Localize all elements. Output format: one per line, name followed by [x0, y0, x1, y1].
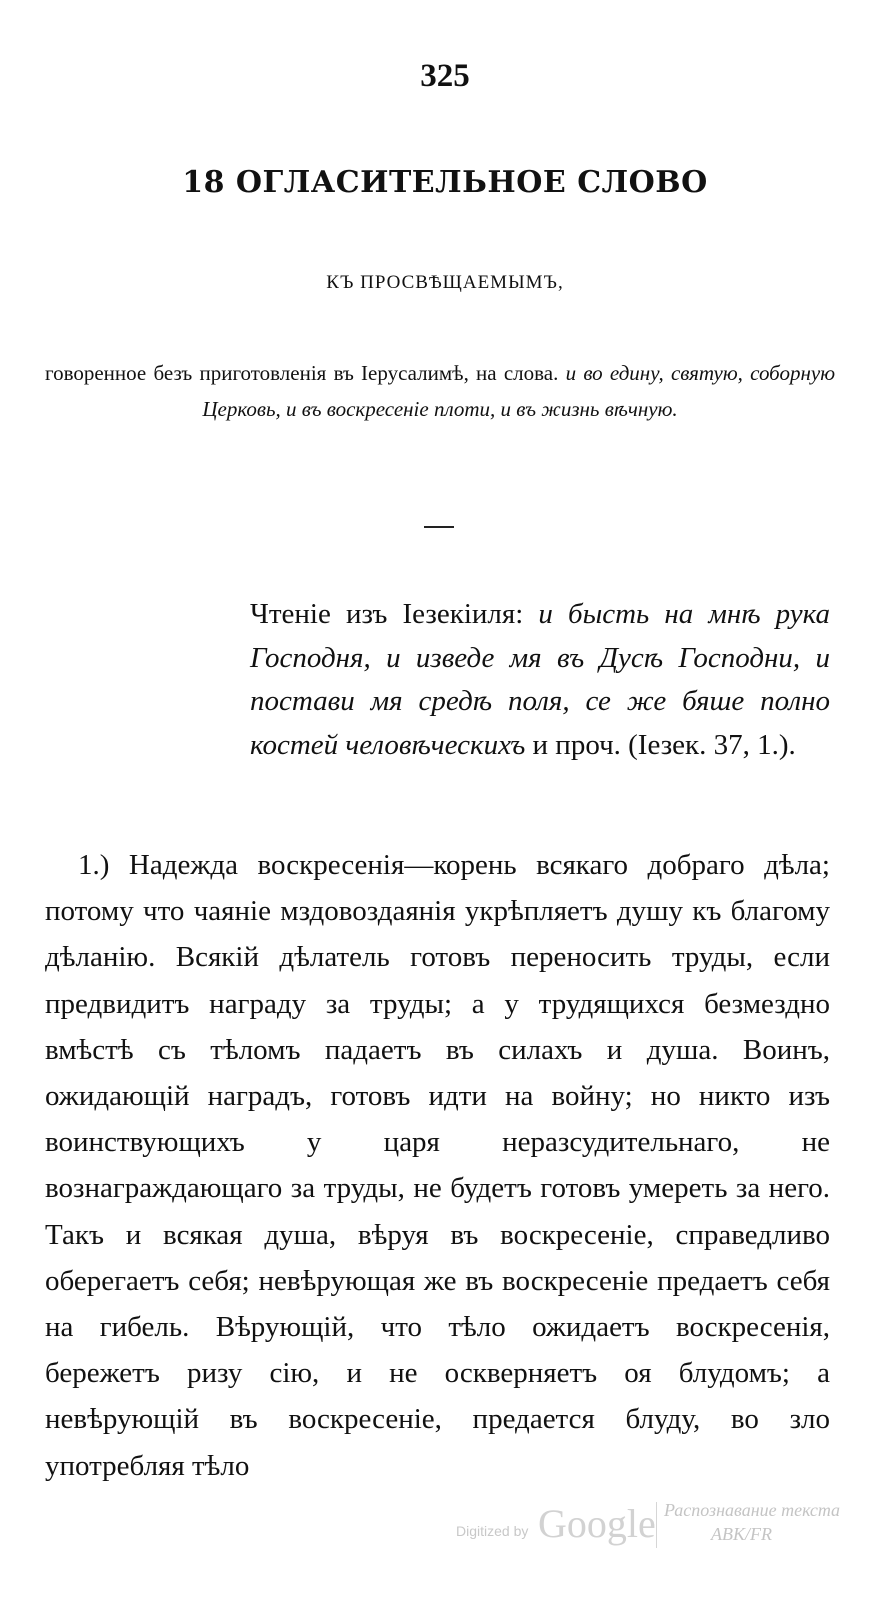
- body-paragraph: 1.) Надежда воскресенія—корень всякаго добраго дѣла; потому что чаяніе мздовоздаянія укрѣпляетъ душу къ благому дѣланію. Всякій дѣлатель готовъ переносить труды, если предвидитъ награду за труды; а у трудящихся безмездно вмѣстѣ съ тѣломъ падаетъ въ силахъ и душа. Воинъ, ожидающій наградъ, готовъ идти на войну; но никто изъ воинствующихъ у царя неразсудительнаго, не вознаграждающаго за труды, не будетъ готовъ умереть за него. Такъ и всякая душа, вѣруя въ воскресеніе, справедливо оберегаетъ себя; невѣрующая же въ воскресеніе предаетъ себя на гибель. Вѣрующій, что тѣло ожидаетъ воскресенія, бережетъ ризу сію, и не оскверняетъ оя блудомъ; а невѣрующій въ воскресеніе, предается блуду, во зло употребляя тѣло: [45, 849, 830, 1482]
- section-divider: [424, 526, 454, 528]
- watermark-abk: ABK/FR: [711, 1524, 772, 1544]
- occasion-plain: говоренное безъ приготовленія въ Іерусалимѣ, на слова.: [45, 361, 559, 385]
- watermark-ocr-note: Распознавание текста: [664, 1500, 841, 1520]
- digitization-watermark: [456, 1500, 876, 1560]
- occasion-italic: и во едину, святую, соборную Церковь, и въ воскресеніе плоти, и въ жизнь вѣчную.: [202, 361, 836, 421]
- epigraph-quote: и бысть на мнѣ рука Господня, и изведе мя въ Дусѣ Господни, и постави мя средѣ поля, се же бяше полно костей человѣческихъ: [250, 598, 831, 761]
- epigraph: [250, 593, 830, 767]
- epigraph-reference: и проч. (Іезек. 37, 1.).: [532, 728, 796, 761]
- google-logo: Google: [538, 1501, 656, 1546]
- watermark-digitized: Digitized by: [456, 1523, 529, 1539]
- occasion-note: [45, 355, 835, 427]
- chapter-title: 18 ОГЛАСИТЕЛЬНОЕ СЛОВО: [182, 165, 708, 200]
- chapter-subtitle: КЪ ПРОСВѢЩАЕМЫМЪ,: [326, 272, 564, 293]
- watermark-divider: [656, 1502, 657, 1548]
- page-number: 325: [420, 58, 470, 94]
- epigraph-intro: Чтеніе изъ Іезекіиля:: [250, 598, 524, 630]
